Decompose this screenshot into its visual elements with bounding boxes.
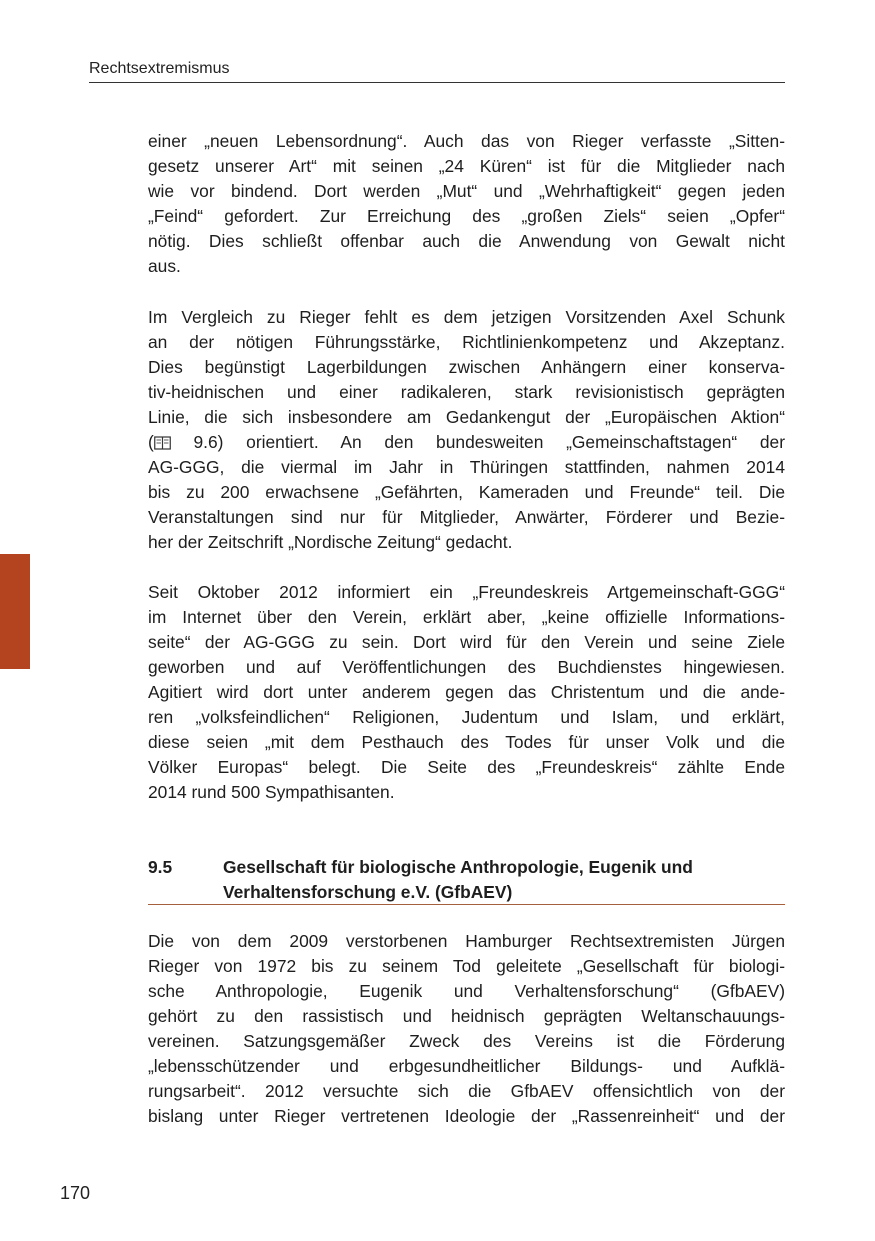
text-line: ren „volksfeindlichen“ Religionen, Judentum und Islam, und erklärt, [148, 707, 785, 727]
text-line: Völker Europas“ belegt. Die Seite des „Freundeskreis“ zählte Ende [148, 757, 785, 777]
text-line: vereinen. Satzungsgemäßer Zweck des Vereins ist die Förderung [148, 1031, 785, 1051]
text-line: Seit Oktober 2012 informiert ein „Freundeskreis Artgemeinschaft-GGG“ [148, 582, 785, 602]
text-line: Linie, die sich insbesondere am Gedankengut der „Europäischen Aktion“ [148, 407, 785, 427]
text-line: bislang unter Rieger vertretenen Ideologie der „Rassenreinheit“ und der [148, 1106, 785, 1126]
text-line: an der nötigen Führungsstärke, Richtlinienkompetenz und Akzeptanz. [148, 332, 785, 352]
text-line: gehört zu den rassistisch und heidnisch geprägten Weltanschauungs- [148, 1006, 785, 1026]
paragraph-3 [148, 580, 785, 805]
text-line: rungsarbeit“. 2012 versuchte sich die GfbAEV offensichtlich von der [148, 1081, 785, 1101]
section-title-line: Verhaltensforschung e.V. (GfbAEV) [223, 882, 513, 902]
text-line: Agitiert wird dort unter anderem gegen das Christentum und die ande- [148, 682, 785, 702]
text-line: her der Zeitschrift „Nordische Zeitung“ gedacht. [148, 532, 513, 552]
text-line: „Feind“ gefordert. Zur Erreichung des „großen Ziels“ seien „Opfer“ [148, 206, 785, 226]
running-header: Rechtsextremismus [89, 60, 230, 77]
reference-text: 9.6) orientiert. An den bundesweiten „Gemeinschaftstagen“ der [170, 432, 785, 452]
section-number: 9.5 [148, 857, 173, 877]
book-icon [154, 436, 171, 450]
text-line: Im Vergleich zu Rieger fehlt es dem jetzigen Vorsitzenden Axel Schunk [148, 307, 785, 327]
text-line: geworben und auf Veröffentlichungen des Buchdienstes hingewiesen. [148, 657, 785, 677]
header-rule [89, 82, 785, 83]
text-line: im Internet über den Verein, erklärt aber, „keine offizielle Informations- [148, 607, 785, 627]
section-title [223, 855, 783, 905]
reference-open-paren: ( [148, 432, 154, 452]
section-title-line: Gesellschaft für biologische Anthropologie, Eugenik und [223, 857, 693, 877]
paragraph-4 [148, 929, 785, 1129]
paragraph-2 [148, 305, 785, 555]
text-line-with-reference [148, 430, 785, 455]
text-line: nötig. Dies schließt offenbar auch die Anwendung von Gewalt nicht [148, 231, 785, 251]
text-line: diese seien „mit dem Pesthauch des Todes für unser Volk und die [148, 732, 785, 752]
text-line: 2014 rund 500 Sympathisanten. [148, 782, 395, 802]
text-line: AG-GGG, die viermal im Jahr in Thüringen stattfinden, nahmen 2014 [148, 457, 785, 477]
text-line: „lebensschützender und erbgesundheitlicher Bildungs- und Aufklä- [148, 1056, 785, 1076]
text-line: Die von dem 2009 verstorbenen Hamburger Rechtsextremisten Jürgen [148, 931, 785, 951]
text-line: Veranstaltungen sind nur für Mitglieder, Anwärter, Förderer und Bezie- [148, 507, 785, 527]
text-line: Rieger von 1972 bis zu seinem Tod geleitete „Gesellschaft für biologi- [148, 956, 785, 976]
text-line: einer „neuen Lebensordnung“. Auch das von Rieger verfasste „Sitten- [148, 131, 785, 151]
text-line: gesetz unserer Art“ mit seinen „24 Küren“ ist für die Mitglieder nach [148, 156, 785, 176]
paragraph-1 [148, 129, 785, 279]
text-line: seite“ der AG-GGG zu sein. Dort wird für den Verein und seine Ziele [148, 632, 785, 652]
text-line: tiv-heidnischen und einer radikaleren, stark revisionistisch geprägten [148, 382, 785, 402]
section-rule [148, 904, 785, 905]
text-line: aus. [148, 256, 181, 276]
text-line: wie vor bindend. Dort werden „Mut“ und „Wehrhaftigkeit“ gegen jeden [148, 181, 785, 201]
text-line: bis zu 200 erwachsene „Gefährten, Kameraden und Freunde“ teil. Die [148, 482, 785, 502]
text-line: Dies begünstigt Lagerbildungen zwischen Anhängern einer konserva- [148, 357, 785, 377]
chapter-tab-marker [0, 554, 30, 669]
text-line: sche Anthropologie, Eugenik und Verhaltensforschung“ (GfbAEV) [148, 981, 785, 1001]
page-number: 170 [60, 1183, 91, 1203]
